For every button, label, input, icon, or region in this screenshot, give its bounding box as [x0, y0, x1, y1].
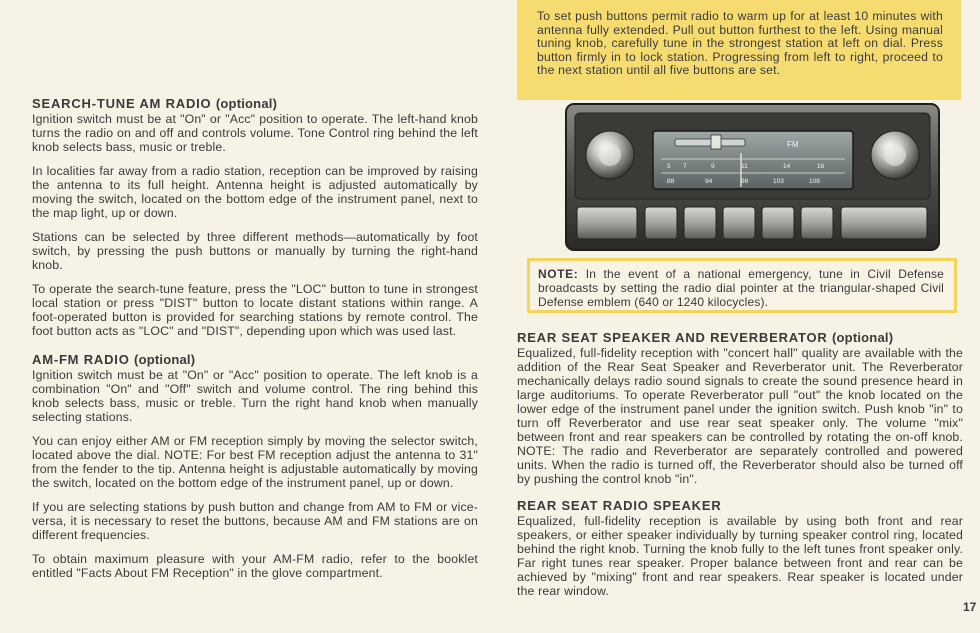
fm-scale-tick: 16 — [817, 163, 825, 170]
left-column — [32, 96, 478, 580]
am-fm-paragraph: You can enjoy either AM or FM reception simply by moving the selector switch, located above the dial. NOTE: For best FM reception adjust the antenna to 31" from the fender to the tip. Antenna height is adjustable automatically by moving the switch, located on the bottom edge of the instrument panel, up or down. — [32, 434, 478, 490]
radio-illustration — [565, 103, 940, 251]
am-fm-heading: AM-FM RADIO (optional) — [32, 352, 196, 367]
fm-scale-tick: 7 — [683, 163, 687, 170]
push-button — [645, 207, 677, 239]
page-number: 17 — [963, 600, 977, 614]
am-scale-tick: 94 — [705, 178, 713, 185]
push-button — [723, 207, 755, 239]
am-scale-tick: 88 — [667, 178, 675, 185]
civil-defense-note-box — [527, 258, 957, 313]
search-tune-paragraph: Stations can be selected by three different methods—automatically by foot switch, by pressing the push buttons or manually by turning the right-hand knob. — [32, 230, 478, 272]
band-selector — [675, 139, 745, 146]
push-button — [801, 207, 833, 239]
am-scale-tick: 108 — [809, 178, 820, 185]
push-button — [762, 207, 794, 239]
fm-scale-tick: 5 — [667, 163, 671, 170]
push-button — [684, 207, 716, 239]
push-button — [577, 207, 637, 239]
search-tune-heading: SEARCH-TUNE AM RADIO (optional) — [32, 96, 278, 111]
am-fm-paragraph: Ignition switch must be at "On" or "Acc" position to operate. The left knob is a combination "On" and "Off" switch and volume control. The ring behind this knob selects bass, music or treble. Turn the right hand knob when manually selecting stations. — [32, 368, 478, 424]
rear-speaker-paragraph: Equalized, full-fidelity reception is available by using both front and rear speakers, or either speaker individually by turning speaker control ring, located behind the right knob. Turning the knob fully to the left tunes front speaker only. Far right tunes rear speaker. Proper balance between front and rear can be achieved by "mixing" front and rear speakers. Rear speaker is located under the rear window. — [517, 514, 963, 598]
fm-scale-tick: 9 — [711, 163, 715, 170]
fm-scale-tick: 11 — [741, 163, 748, 170]
am-scale-tick: 98 — [741, 178, 749, 185]
rear-speaker-heading: REAR SEAT RADIO SPEAKER — [517, 498, 722, 513]
am-scale-tick: 103 — [773, 178, 784, 185]
reverberator-heading: REAR SEAT SPEAKER AND REVERBERATOR (optional) — [517, 330, 894, 345]
am-fm-paragraph: To obtain maximum pleasure with your AM-FM radio, refer to the booklet entitled "Facts About FM Reception" in the glove compartment. — [32, 552, 478, 580]
search-tune-paragraph: In localities far away from a radio station, reception can be improved by raising the antenna to its full height. Antenna height is adjusted automatically by moving the switch, located on the bottom edge of the instrument panel, next to the map light, up or down. — [32, 164, 478, 220]
civil-defense-note: NOTE: In the event of a national emergency, tune in Civil Defense broadcasts by setting the radio dial pointer at the triangular-shaped Civil Defense emblem (640 or 1240 kilocycles). — [538, 267, 945, 309]
am-fm-paragraph: If you are selecting stations by push button and change from AM to FM or vice-versa, it is necessary to reset the buttons, because AM and FM stations are on different frequencies. — [32, 500, 478, 542]
band-label: FM — [787, 140, 799, 149]
push-button-instructions: To set push buttons permit radio to warm up for at least 10 minutes with antenna fully extended. Pull out button furthest to the left. Using manual tuning knob, carefully tune in the strongest station at left on dial. Press button firmly in to lock station. Progressing from left to right, proceed to the next station until all five buttons are set. — [537, 9, 943, 78]
fm-scale-tick: 14 — [783, 163, 791, 170]
reverberator-paragraph: Equalized, full-fidelity reception with "concert hall" quality are available with the addition of the Rear Seat Speaker and Reverberator unit. The Reverberator mechanically delays radio sound signals to create the sound presence heard in large auditoriums. To operate Reverberator pull "out" the knob located on the lower edge of the instrument panel under the ignition switch. Push knob "in" to turn off Reverberator and use rear seat speaker only. The volume "mix" between front and rear speakers can be controlled by rotating the on-off knob. NOTE: The radio and Reverberator are separately controlled and powered units. When the radio is turned off, the Reverberator should also be turned off by pushing the control knob "in". — [517, 346, 963, 486]
reverberator-section — [517, 330, 963, 486]
push-button-instructions-box — [517, 0, 961, 100]
rear-speaker-section — [517, 498, 963, 598]
push-button — [841, 207, 927, 239]
search-tune-paragraph: To operate the search-tune feature, press the "LOC" button to tune in strongest local station or press "DIST" button to locate distant stations within range. A foot-operated button is provided for searching stations by remote control. The foot button acts as "LOC" and "DIST", depending upon which was used last. — [32, 282, 478, 338]
search-tune-paragraph: Ignition switch must be at "On" or "Acc" position to operate. The left-hand knob turns the radio on and off and controls volume. Tone Control ring behind the left knob selects bass, music or treble. — [32, 112, 478, 154]
